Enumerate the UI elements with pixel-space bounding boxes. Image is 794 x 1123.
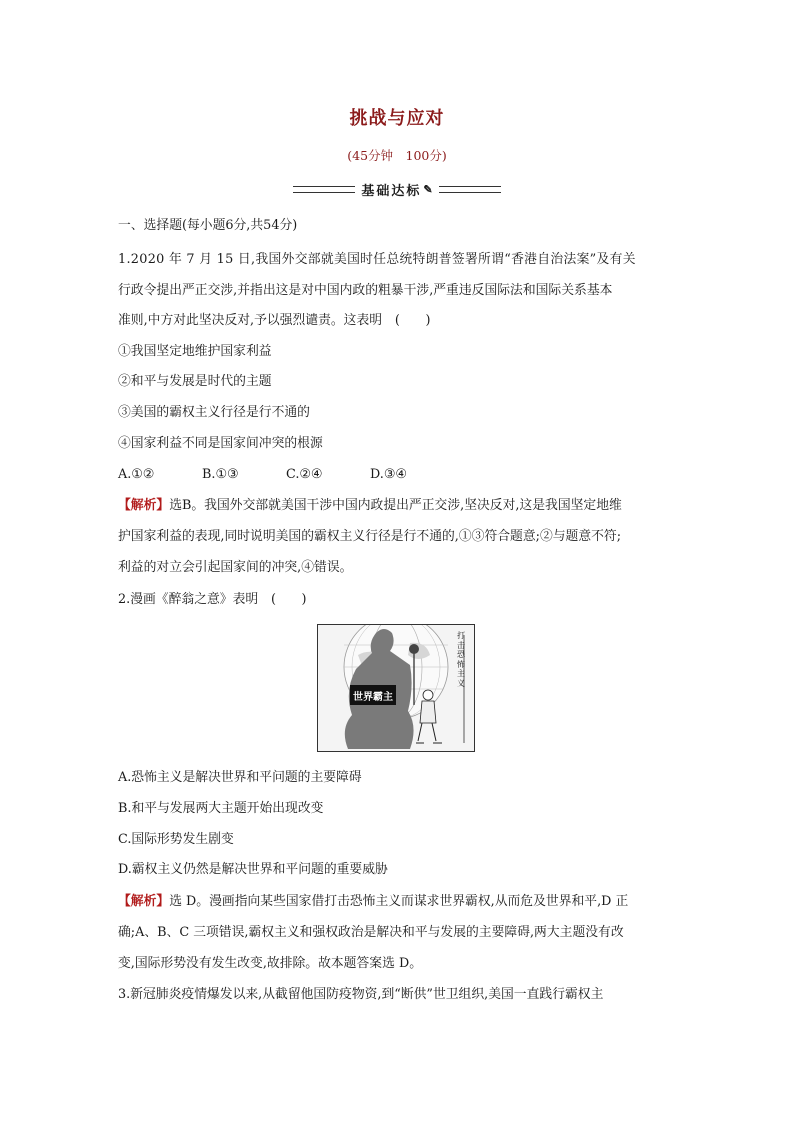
q1-item: ③美国的霸权主义行径是行不通的	[118, 405, 310, 420]
q1-option-b: B.①③	[202, 467, 239, 482]
q2-option-c: C.国际形势发生剧变	[118, 832, 234, 847]
q2-analysis-line: 确;A、B、C 三项错误,霸权主义和强权政治是解决和平与发展的主要障碍,两大主题没有改	[118, 925, 624, 940]
q2-option-d: D.霸权主义仍然是解决世界和平问题的重要威胁	[118, 862, 388, 877]
q2-option-b: B.和平与发展两大主题开始出现改变	[118, 801, 324, 816]
page-title: 挑战与应对	[349, 108, 445, 129]
q2-analysis-text: 选 D。漫画指向某些国家借打击恐怖主义而谋求世界霸权,从而危及世界和平,D 正	[169, 894, 629, 909]
q3-stem: 3.新冠肺炎疫情爆发以来,从截留他国防疫物资,到“断供”世卫组织,美国一直践行霸权主	[118, 987, 604, 1002]
section-heading: 一、选择题(每小题6分,共54分)	[118, 218, 298, 233]
q1-item: ④国家利益不同是国家间冲突的根源	[118, 436, 323, 451]
q1-stem-line: 准则,中方对此坚决反对,予以强烈谴责。这表明 ( )	[118, 313, 431, 328]
q1-option-a: A.①②	[118, 467, 155, 482]
q1-analysis-line: 护国家利益的表现,同时说明美国的霸权主义行径是行不通的,①③符合题意;②与题意不符;	[118, 529, 622, 544]
cartoon-image	[317, 624, 475, 752]
page-subtitle: (45分钟 100分)	[347, 148, 447, 163]
section-banner	[0, 180, 794, 199]
banner-text: 基础达标	[361, 184, 422, 199]
cartoon-side-label: 打击恐怖主义	[457, 631, 465, 688]
q1-options	[118, 467, 407, 483]
q2-option-a: A.恐怖主义是解决世界和平问题的主要障碍	[118, 770, 362, 785]
q2-stem: 2.漫画《醉翁之意》表明 ( )	[118, 592, 307, 607]
q1-option-c: C.②④	[286, 467, 323, 482]
q1-option-d: D.③④	[370, 467, 407, 482]
analysis-tag: 【解析】	[118, 498, 170, 513]
banner-rule-left	[293, 186, 355, 193]
q1-analysis-line: 利益的对立会引起国家间的冲突,④错误。	[118, 560, 353, 575]
q1-analysis-text: 选B。我国外交部就美国干涉中国内政提出严正交涉,坚决反对,这是我国坚定地维	[169, 498, 622, 513]
q1-item: ②和平与发展是时代的主题	[118, 374, 272, 389]
pencil-icon: ✎	[423, 183, 433, 196]
banner-rule-right	[439, 186, 501, 193]
q1-stem-line: 1.2020 年 7 月 15 日,我国外交部就美国时任总统特朗普签署所谓“香港自治法案”及有关	[118, 252, 636, 267]
q1-stem-line: 行政令提出严正交涉,并指出这是对中国内政的粗暴干涉,严重违反国际法和国际关系基本	[118, 283, 613, 298]
q1-item: ①我国坚定地维护国家利益	[118, 344, 272, 359]
q2-analysis-line	[118, 894, 628, 910]
analysis-tag: 【解析】	[118, 894, 170, 909]
q1-analysis-line	[118, 498, 622, 514]
q2-analysis-line: 变,国际形势没有发生改变,故排除。故本题答案选 D。	[118, 956, 422, 971]
cartoon-shadow-label: 世界霸主	[353, 691, 393, 703]
